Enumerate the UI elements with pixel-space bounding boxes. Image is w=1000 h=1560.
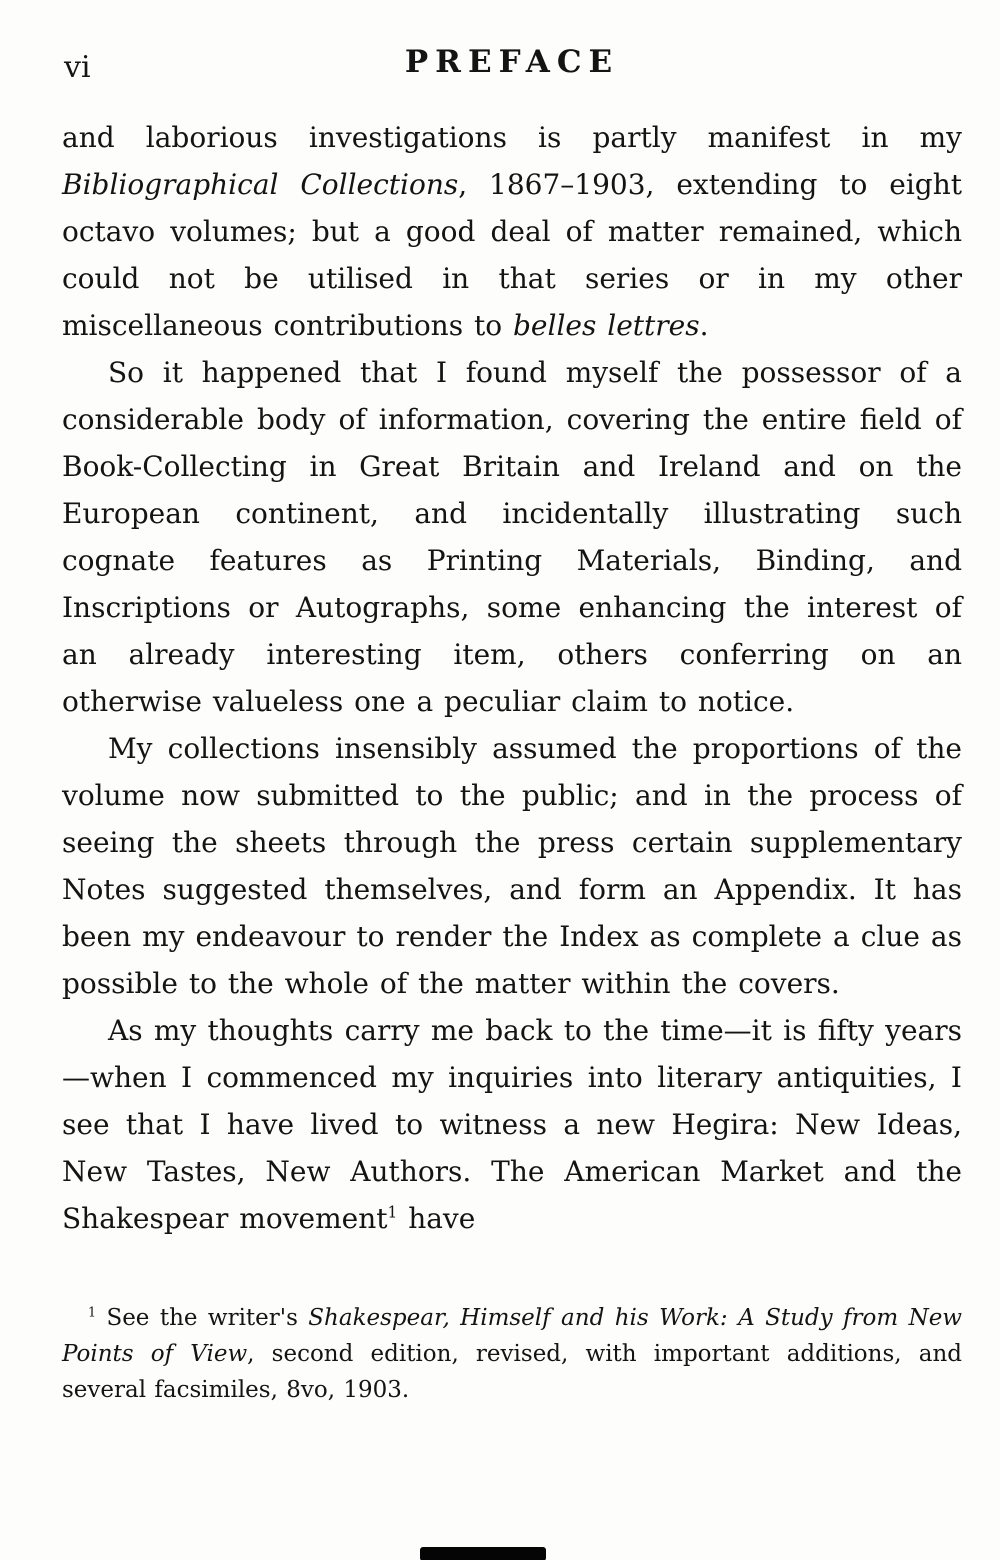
page-title: PREFACE	[404, 44, 620, 80]
paragraph-1: and laborious investigations is partly manifest in my Bibliographical Collections, 1867–1903, extending to eight octavo volumes; but a good deal of matter remained, which could not be utilised in that series or in my other miscellaneous contributions to belles lettres.	[62, 121, 962, 342]
page-number: vi	[64, 50, 91, 85]
scan-artifact	[420, 1547, 546, 1560]
footnote-text: $^1$ See the writer's Shakespear, Himself and his Work: A Study from New Points of View, second edition, revised, with important additions, and several facsimiles, 8vo, 1903.	[62, 1304, 962, 1403]
paragraph-4: As my thoughts carry me back to the time—it is fifty years—when I commenced my inquiries into literary antiquities, I see that I have lived to witness a new Hegira: New Ideas, New Tastes, New Authors. The American Market and the Shakespear movement$^1$ have	[62, 1014, 962, 1235]
paragraph-3: My collections insensibly assumed the proportions of the volume now submitted to the public; and in the process of seeing the sheets through the press certain supplementary Notes suggested themselves, and form an Appendix. It has been my endeavour to render the Index as complete a clue as possible to the whole of the matter within the covers.	[62, 732, 962, 1000]
page-header	[62, 44, 962, 90]
footnote	[62, 1300, 962, 1408]
body-text	[62, 114, 962, 1242]
paragraph-2: So it happened that I found myself the possessor of a considerable body of information, covering the entire field of Book-Collecting in Great Britain and Ireland and on the European continent, and incidentally illustrating such cognate features as Printing Materials, Binding, and Inscriptions or Autographs, some enhancing the interest of an already interesting item, others conferring on an otherwise valueless one a peculiar claim to notice.	[62, 356, 962, 718]
